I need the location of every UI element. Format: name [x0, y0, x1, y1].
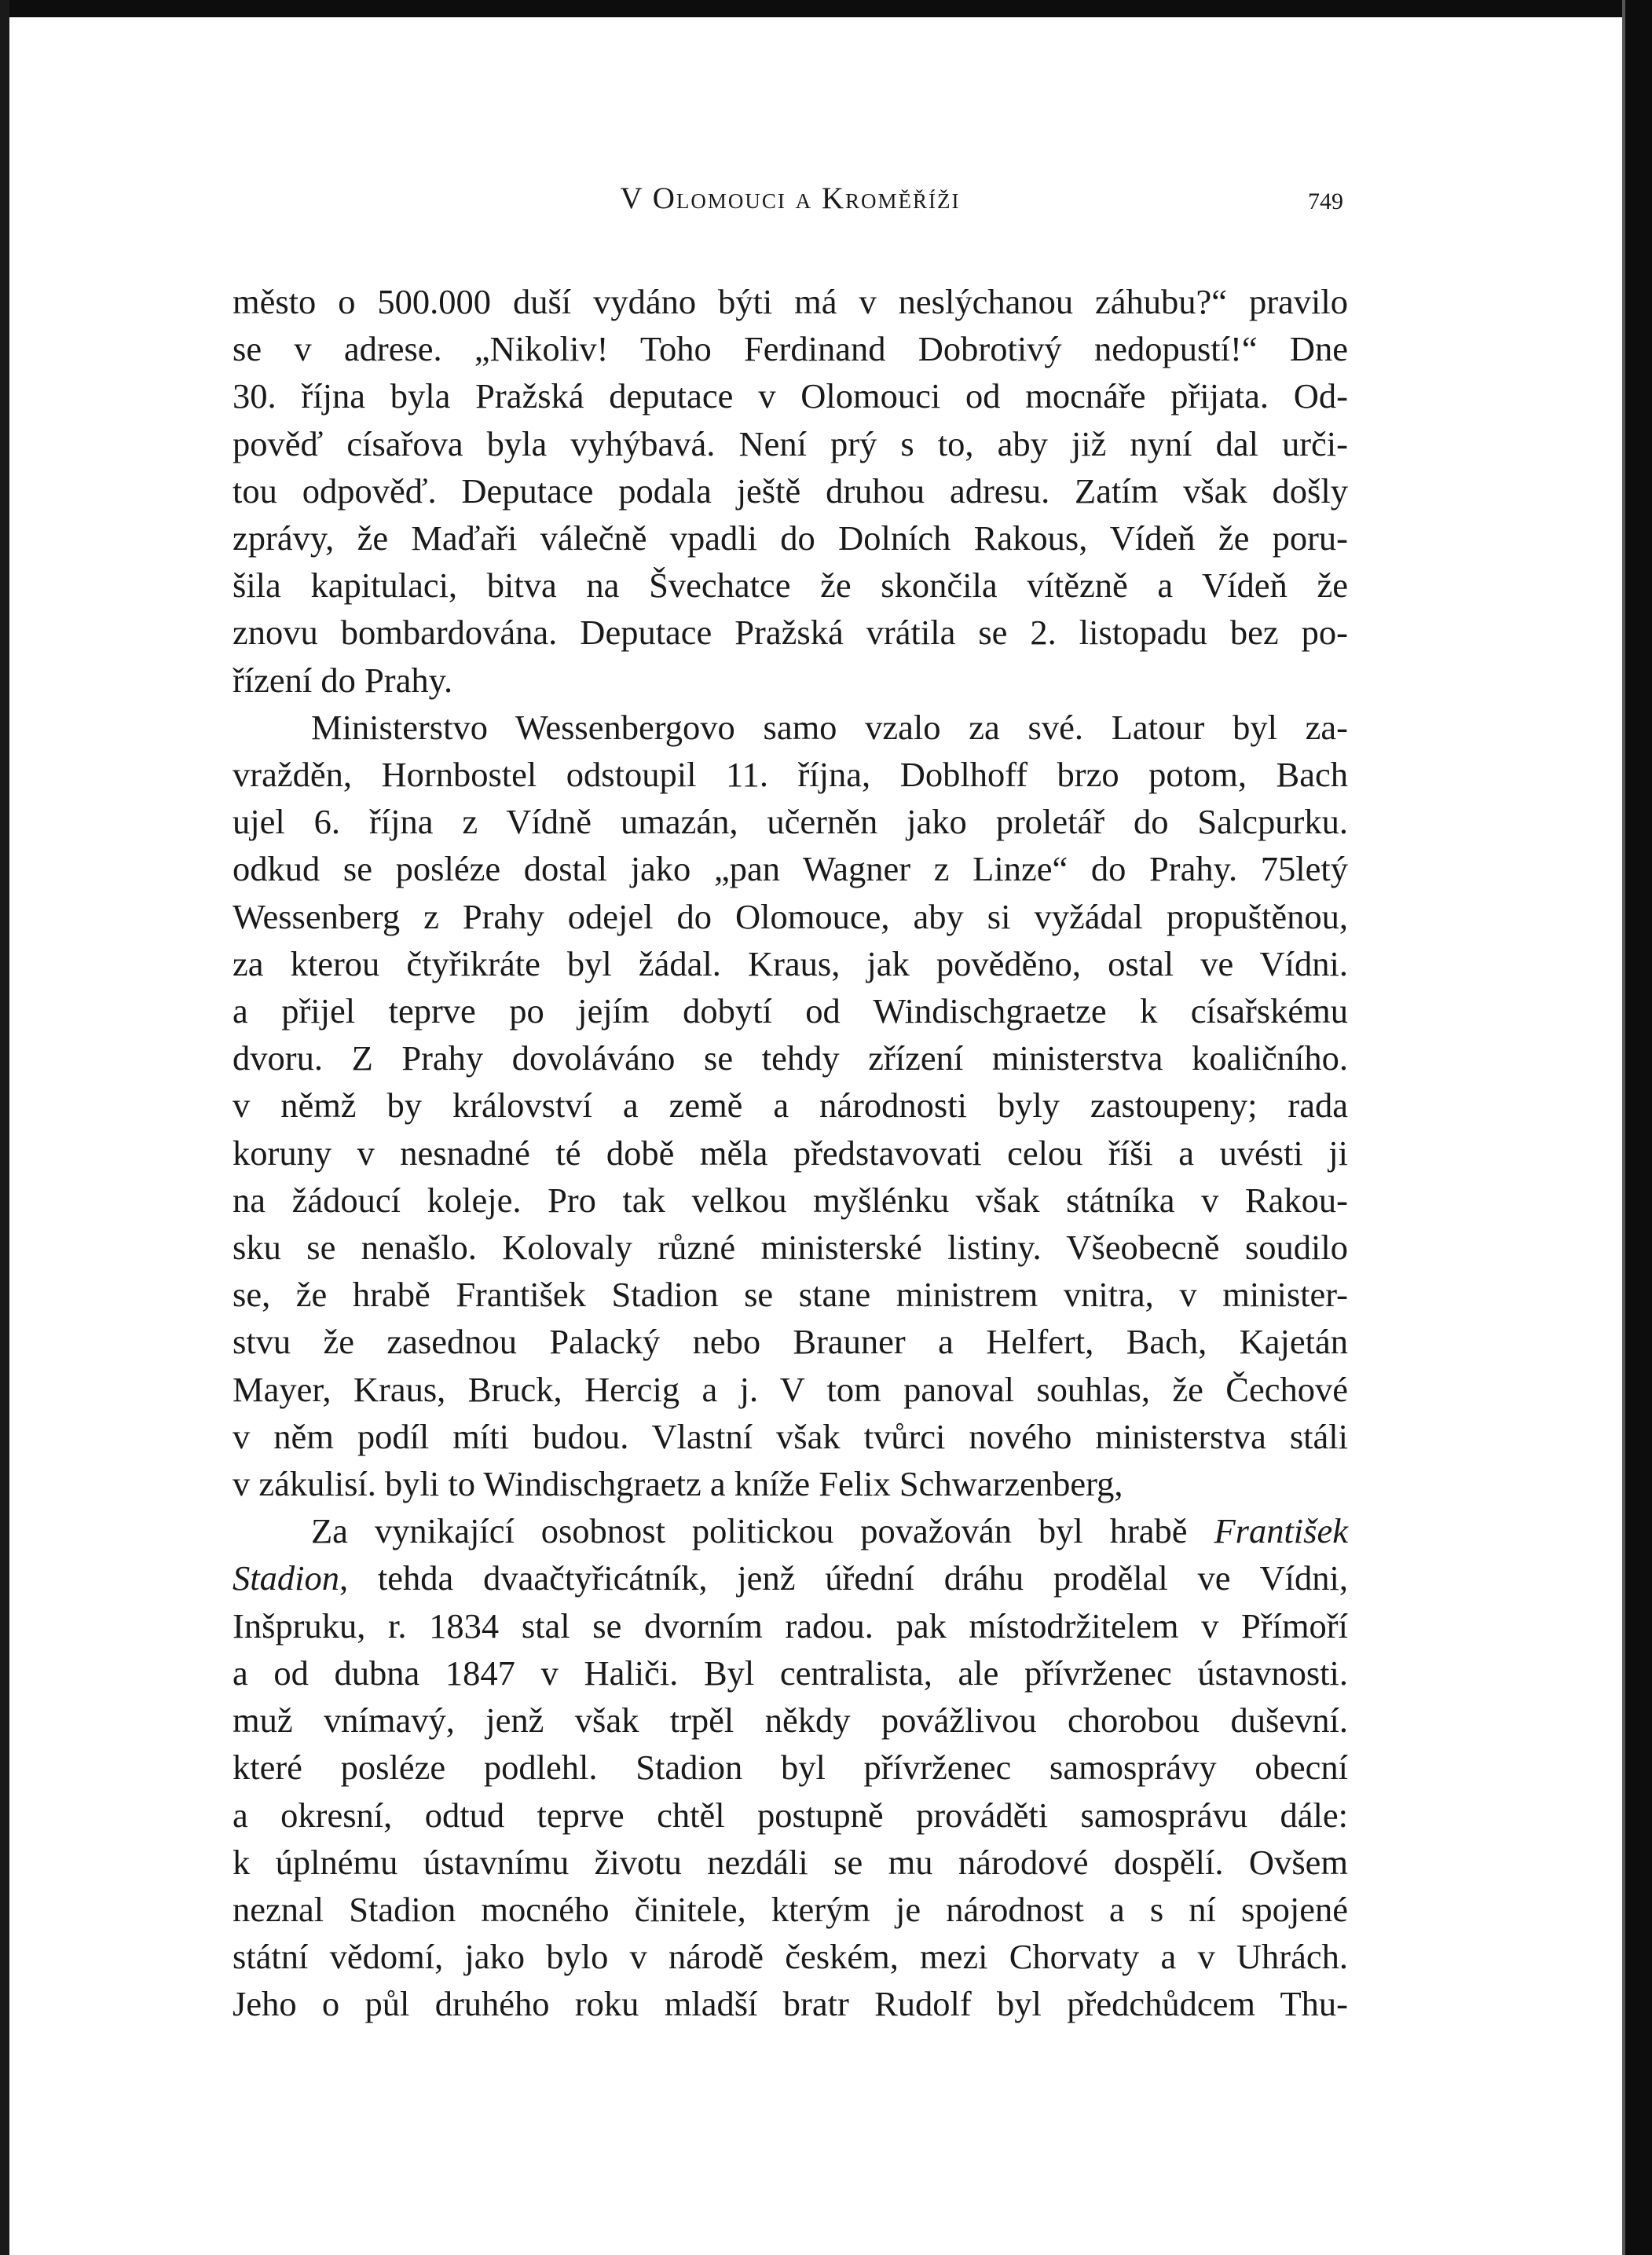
- text-line: státní vědomí, jako bylo v národě českém, mezi Chorvaty a v Uhrách.: [233, 1937, 1348, 1977]
- page-number: 749: [1308, 189, 1343, 214]
- text-line: Ministerstvo Wessenbergovo samo vzalo za své. Latour byl za-: [311, 707, 1348, 747]
- body-text: [233, 278, 1348, 2028]
- text-line: v něm podíl míti budou. Vlastní však tvůrci nového ministerstva stáli: [233, 1416, 1348, 1456]
- text-line: stvu že zasednou Palacký nebo Brauner a Helfert, Bach, Kajetán: [233, 1322, 1348, 1362]
- scan-border-right: [1625, 0, 1652, 2255]
- paragraph-3: [233, 1507, 1348, 2027]
- text-line: pověď císařova byla vyhýbavá. Není prý s to, aby již nyní dal urči-: [233, 423, 1348, 463]
- text-line: tou odpověď. Deputace podala ještě druhou adresu. Zatím však došly: [233, 470, 1348, 511]
- text-line: a okresní, odtud teprve chtěl postupně prováděti samosprávu dále:: [233, 1795, 1348, 1835]
- text-line: vražděn, Hornbostel odstoupil 11. října, Doblhoff brzo potom, Bach: [233, 755, 1348, 795]
- paragraph-1: [233, 278, 1348, 704]
- name-italic: Stadion: [233, 1558, 339, 1598]
- text-line: koruny v nesnadné té době měla představovati celou říši a uvésti ji: [233, 1133, 1348, 1173]
- text-run: Za vynikající osobnost politickou považován byl hrabě: [311, 1511, 1214, 1551]
- text-line: dvoru. Z Prahy dovoláváno se tehdy zřízení ministerstva koaličního.: [233, 1038, 1348, 1078]
- running-title: V Olomouci a Kroměříži: [620, 181, 961, 215]
- text-line: Mayer, Kraus, Bruck, Hercig a j. V tom panoval souhlas, že Čechové: [233, 1369, 1348, 1409]
- text-line: na žádoucí koleje. Pro tak velkou myšlénku však státníka v Rakou-: [233, 1180, 1348, 1220]
- text-line: Wessenberg z Prahy odejel do Olomouce, aby si vyžádal propuštěnou,: [233, 896, 1348, 936]
- running-head: [233, 174, 1348, 221]
- text-run: , tehda dvaačtyřicátník, jenž úřední dráhu prodělal ve Vídni,: [339, 1558, 1348, 1598]
- text-line: odkud se posléze dostal jako „pan Wagner z Linze“ do Prahy. 75letý: [233, 849, 1348, 889]
- text-line: k úplnému ústavnímu životu nezdáli se mu národové dospělí. Ovšem: [233, 1842, 1348, 1882]
- book-page: [233, 174, 1348, 2028]
- text-line: [233, 1554, 1348, 1602]
- scan-border-top: [0, 0, 1652, 17]
- text-line: ujel 6. října z Vídně umazán, učerněn jako proletář do Salcpurku.: [233, 802, 1348, 842]
- text-line: sku se nenašlo. Kolovaly různé ministerské listiny. Všeobecně soudilo: [233, 1228, 1348, 1268]
- name-italic: František: [1214, 1511, 1348, 1551]
- text-line: se v adrese. „Nikoliv! Toho Ferdinand Dobrotivý nedopustí!“ Dne: [233, 329, 1348, 369]
- text-line: šila kapitulaci, bitva na Švechatce že skončila vítězně a Vídeň že: [233, 566, 1348, 606]
- text-line: město o 500.000 duší vydáno býti má v neslýchanou záhubu?“ pravilo: [233, 282, 1348, 321]
- text-line: [233, 1507, 1348, 1554]
- text-line: 30. října byla Pražská deputace v Olomouci od mocnáře přijata. Od-: [233, 376, 1348, 416]
- text-line: v zákulisí. byli to Windischgraetz a kníže Felix Schwarzenberg,: [233, 1464, 1123, 1504]
- text-line: Jeho o půl druhého roku mladší bratr Rudolf byl předchůdcem Thu-: [233, 1984, 1348, 2024]
- text-line: se, že hrabě František Stadion se stane ministrem vnitra, v minister-: [233, 1275, 1348, 1315]
- text-line: Inšpruku, r. 1834 stal se dvorním radou. pak místodržitelem v Přímoří: [233, 1605, 1348, 1645]
- text-line: zprávy, že Maďaři válečně vpadli do Dolních Rakous, Vídeň že poru-: [233, 518, 1348, 558]
- scan-border-left: [0, 0, 9, 2255]
- text-line: které posléze podlehl. Stadion byl přívrženec samosprávy obecní: [233, 1748, 1348, 1788]
- text-line: za kterou čtyřikráte byl žádal. Kraus, jak pověděno, ostal ve Vídni.: [233, 943, 1348, 983]
- text-line: znovu bombardována. Deputace Pražská vrátila se 2. listopadu bez po-: [233, 613, 1348, 653]
- text-line: v němž by království a země a národnosti byly zastoupeny; rada: [233, 1085, 1348, 1126]
- text-line: a přijel teprve po jejím dobytí od Windischgraetze k císařskému: [233, 991, 1348, 1031]
- text-line: řízení do Prahy.: [233, 660, 453, 700]
- text-line: neznal Stadion mocného činitele, kterým je národnost a s ní spojené: [233, 1889, 1348, 1929]
- text-line: muž vnímavý, jenž však trpěl někdy povážlivou chorobou duševní.: [233, 1700, 1348, 1741]
- text-line: a od dubna 1847 v Haliči. Byl centralista, ale přívrženec ústavnosti.: [233, 1653, 1348, 1693]
- paragraph-2: [233, 704, 1348, 1507]
